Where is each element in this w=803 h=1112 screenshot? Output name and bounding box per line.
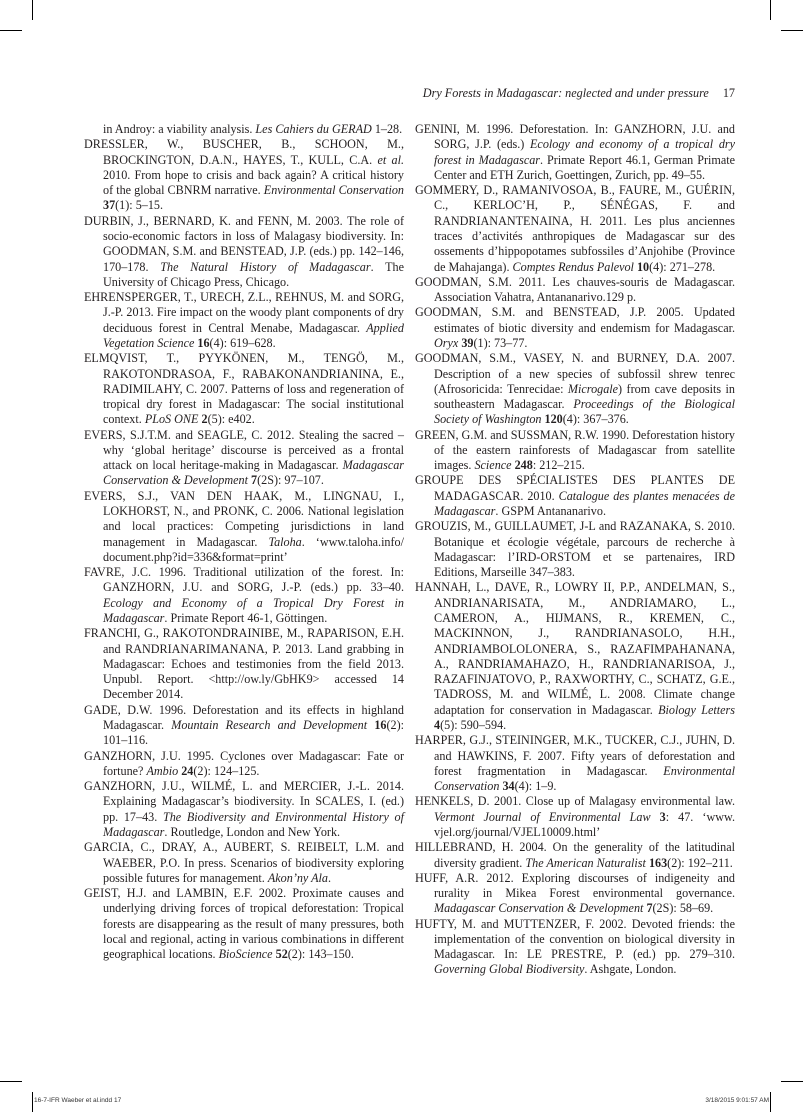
- reference-text: (4): 1–9.: [514, 779, 557, 794]
- running-title: Dry Forests in Madagascar: neglected and under pressure: [422, 86, 709, 100]
- bold-text: 120: [544, 412, 563, 427]
- references-right-column: [415, 122, 735, 978]
- reference-entry: [415, 871, 735, 917]
- crop-mark: [770, 0, 771, 20]
- reference-text: (2): 124–125.: [193, 763, 260, 778]
- reference-text: . GSPM Antananarivo.: [495, 504, 606, 519]
- reference-text: HILLEBRAND, H. 2004. On the generality of the latitudinal diversity gradient.: [415, 840, 735, 870]
- bold-text: 7: [646, 901, 653, 916]
- reference-entry: [415, 733, 735, 794]
- italic-text: Governing Global Biodiversity: [434, 962, 585, 977]
- italic-text: BioScience: [218, 947, 273, 962]
- italic-text: Vermont Journal of Environmental Law: [434, 809, 651, 824]
- reference-text: (5): e402.: [207, 412, 255, 427]
- bold-text: 34: [502, 779, 515, 794]
- bold-text: 24: [181, 763, 194, 778]
- italic-text: Akon’ny Ala: [267, 870, 328, 885]
- reference-text: HENKELS, D. 2001. Close up of Malagasy environmental law.: [415, 794, 735, 809]
- reference-text: HANNAH, L., DAVE, R., LOWRY II, P.P., ANDELMAN, S., ANDRIANARISATA, M., ANDRIAMARO, L., CAMERON, A., HIJMANS, R., KREMEN, C., MACKINNON, J., RANDRIANASOLO, H.H., ANDRIAMBOLOLONERA, S., RAZAFIMPAHANANA, A., RANDRIAMAHAZO, H., RANDRIANARISOA, J., RAZAFINJATOVO, P., RAXWORTHY, C., SCHATZ, G.E., TADROSS, M. and WILMÉ, L. 2008. Climate change adaptation for conservation in Madagascar.: [415, 580, 735, 717]
- reference-entry: [84, 749, 404, 780]
- italic-text: Ecology and economy of a tropical dry forest in Madagascar: [434, 137, 735, 167]
- reference-text: GANZHORN, J.U., WILMÉ, L. and MERCIER, J.-L. 2014. Explaining Madagascar’s biodiversity. In SCALES, I. (ed.) pp. 17–43.: [84, 779, 404, 824]
- bold-text: 39: [461, 335, 474, 350]
- bold-text: 163: [648, 855, 668, 870]
- reference-text: HUFF, A.R. 2012. Exploring discourses of indigeneity and rurality in Mikea Forest environmental governance.: [415, 870, 735, 901]
- reference-entry: [84, 703, 404, 749]
- reference-entry: [415, 351, 735, 427]
- running-header: [415, 86, 735, 101]
- italic-text: The Biodiversity and Environmental History of Madagascar: [103, 809, 404, 839]
- italic-text: Madagascar Conservation & Development: [434, 901, 644, 916]
- reference-text: . Primate Report 46-1, Göttingen.: [164, 611, 328, 625]
- reference-entry: [84, 290, 404, 351]
- reference-entry: [415, 305, 735, 351]
- reference-entry: [415, 580, 735, 733]
- italic-text: The Natural History of Madagascar: [160, 259, 371, 274]
- references-left-column: [84, 122, 404, 962]
- reference-entry: [84, 840, 404, 886]
- reference-text: GROUPE DES SPÉCIALISTES DES PLANTES DE MADAGASCAR. 2010.: [415, 473, 735, 503]
- italic-text: Mountain Research and Development: [171, 717, 368, 732]
- reference-text: : 212–215.: [532, 458, 585, 473]
- reference-text: : 47. ‘www. vjel.org/journal/VJEL10009.html’: [434, 809, 735, 839]
- reference-text: (2): 143–150.: [287, 947, 354, 962]
- reference-text: ELMQVIST, T., PYYKÖNEN, M., TENGÖ, M., RAKOTONDRASOA, F., RABAKONANDRIANINA, E., RADIMILAHY, C. 2007. Patterns of loss and regeneration of tropical dry forest in Madagascar: The social institutional context.: [84, 351, 404, 427]
- reference-entry: [84, 351, 404, 427]
- reference-text: GENINI, M. 1996. Deforestation. In: GANZHORN, J.U. and SORG, J.P. (eds.): [415, 122, 735, 152]
- reference-text: EVERS, S.J.T.M. and SEAGLE, C. 2012. Stealing the sacred – why ‘global heritage’ discourse is perceived as a frontal attack on local heritage-making in Madagascar.: [84, 427, 404, 473]
- reference-text: (2S): 58–69.: [652, 901, 714, 916]
- reference-entry: [415, 428, 735, 474]
- italic-text: Ambio: [146, 763, 179, 778]
- italic-text: Biology Letters: [658, 702, 735, 717]
- reference-text: GOODMAN, S.M. 2011. Les chauves-souris de Madagascar. Association Vahatra, Antananarivo.129 p.: [415, 274, 735, 305]
- reference-text: (1): 5–15.: [115, 198, 164, 213]
- reference-text: DURBIN, J., BERNARD, K. and FENN, M. 2003. The role of socio-economic factors in loss of Malagasy biodiversity. In: GOODMAN, S.M. and BENSTEAD, J.P. (eds.) pp. 142–146, 170–178.: [84, 213, 404, 274]
- reference-entry: [84, 214, 404, 290]
- reference-text: GREEN, G.M. and SUSSMAN, R.W. 1990. Deforestation history of the eastern rainforests of Madagascar from satellite images.: [415, 427, 735, 473]
- crop-mark: [32, 0, 33, 20]
- reference-entry: [84, 779, 404, 840]
- bold-text: 2: [201, 412, 208, 427]
- footer-timestamp: 3/18/2015 9:01:57 AM: [705, 1097, 769, 1104]
- reference-entry: [84, 565, 404, 626]
- italic-text: Environmental Conservation: [434, 763, 735, 794]
- reference-text: HARPER, G.J., STEININGER, M.K., TUCKER, C.J., JUHN, D. and HAWKINS, F. 2007. Fifty years of deforestation and forest fragmentation in Madagascar.: [415, 733, 735, 778]
- reference-text: . ‘www.taloha.info/ document.php?id=336&format=print’: [103, 534, 404, 564]
- bold-text: 37: [103, 198, 116, 213]
- reference-entry: [415, 794, 735, 840]
- reference-entry: [84, 886, 404, 962]
- bold-text: 16: [197, 335, 210, 350]
- reference-entry: [415, 473, 735, 519]
- italic-text: Comptes Rendus Palevol: [512, 259, 634, 274]
- reference-entry: [415, 183, 735, 275]
- reference-text: (4): 271–278.: [649, 259, 716, 274]
- reference-text: 2010. From hope to crisis and back again? A critical history of the global CBNRM narrative.: [103, 167, 404, 198]
- reference-entry: [84, 489, 404, 565]
- reference-text: . The University of Chicago Press, Chicago.: [103, 259, 405, 289]
- reference-text: DRESSLER, W., BUSCHER, B., SCHOON, M., BROCKINGTON, D.A.N., HAYES, T., KULL, C.A.: [84, 137, 404, 167]
- italic-text: Science: [474, 458, 512, 473]
- crop-mark: [770, 1092, 771, 1112]
- reference-text: 1–28.: [371, 122, 403, 136]
- reference-entry: [415, 917, 735, 978]
- reference-text: HUFTY, M. and MUTTENZER, F. 2002. Devoted friends: the implementation of the convention on biological diversity in Madagascar. In: LE PRESTRE, P. (ed.) pp. 279–310.: [415, 916, 735, 962]
- bold-text: 10: [636, 259, 650, 274]
- reference-entry: [84, 122, 404, 137]
- italic-text: Taloha: [268, 534, 302, 549]
- reference-text: GANZHORN, J.U. 1995. Cyclones over Madagascar: Fate or fortune?: [84, 748, 404, 778]
- reference-text: (2): 101–116.: [103, 717, 404, 748]
- reference-text: (5): 590–594.: [440, 717, 507, 732]
- reference-text: [651, 810, 660, 824]
- italic-text: Microgale: [567, 381, 619, 396]
- reference-text: . Routledge, London and New York.: [164, 824, 341, 839]
- bold-text: 52: [275, 947, 288, 962]
- reference-text: EHRENSPERGER, T., URECH, Z.L., REHNUS, M. and SORG, J.-P. 2013. Fire impact on the woody plant components of dry deciduous forest in Central Menabe, Madagascar.: [84, 290, 404, 335]
- italic-text: et al.: [377, 152, 405, 167]
- reference-text: GADE, D.W. 1996. Deforestation and its effects in highland Madagascar.: [84, 702, 404, 732]
- reference-text: ) from cave deposits in southeastern Madagascar.: [434, 381, 736, 412]
- reference-text: (4): 619–628.: [209, 335, 276, 350]
- italic-text: The American Naturalist: [525, 855, 646, 870]
- reference-text: (4): 367–376.: [562, 412, 629, 427]
- italic-text: Proceedings of the Biological Society of Washington: [434, 397, 735, 427]
- reference-text: FAVRE, J.C. 1996. Traditional utilization of the forest. In: GANZHORN, J.U. and SORG, J.-P. (eds.) pp. 33–40.: [84, 565, 404, 595]
- page-number: 17: [722, 86, 735, 100]
- reference-text: . Primate Report 46.1, German Primate Center and ETH Zurich, Goettingen, Zurich, pp. 49–55.: [434, 152, 735, 182]
- reference-text: GOMMERY, D., RAMANIVOSOA, B., FAURE, M., GUÉRIN, C., KERLOC’H, P., SÉNÉGAS, F. and RANDRIANANTENAINA, H. 2011. Les plus anciennes traces d’activités anthropiques de Madagascar sur des ossements d’hippopotames subfossiles d’Anjohibe (Province de Mahajanga).: [415, 183, 735, 274]
- bold-text: 248: [514, 458, 533, 473]
- reference-text: (1): 73–77.: [473, 335, 528, 350]
- reference-text: .: [328, 870, 332, 885]
- italic-text: Catalogue des plantes menacées de Madagascar: [434, 488, 735, 519]
- reference-entry: [415, 519, 735, 580]
- italic-text: Oryx: [434, 335, 459, 350]
- reference-text: GOODMAN, S.M., VASEY, N. and BURNEY, D.A. 2007. Description of a new species of subfossil shrew tenrec (Afrosoricida: Tenrecidae:: [415, 351, 735, 396]
- reference-entry: [84, 428, 404, 489]
- reference-entry: [415, 840, 735, 871]
- reference-text: GEIST, H.J. and LAMBIN, E.F. 2002. Proximate causes and underlying driving forces of tropical deforestation: Tropical forests are disappearing as the result of many pressures, both local and regional, acting in various combinations in different geographical locations.: [84, 886, 404, 962]
- bold-text: 4: [434, 717, 441, 732]
- italic-text: PLoS ONE: [144, 412, 199, 427]
- reference-text: (2S): 97–107.: [257, 473, 324, 488]
- italic-text: Ecology and Economy of a Tropical Dry Forest in Madagascar: [103, 595, 404, 625]
- reference-entry: [84, 137, 404, 213]
- reference-text: GARCIA, C., DRAY, A., AUBERT, S. REIBELT, L.M. and WAEBER, P.O. In press. Scenarios of biodiversity exploring possible futures for management.: [84, 840, 404, 885]
- crop-mark: [781, 1081, 803, 1082]
- reference-entry: [84, 626, 404, 702]
- crop-mark: [32, 1092, 33, 1112]
- reference-entry: [415, 275, 735, 306]
- italic-text: Environmental Conservation: [263, 183, 404, 198]
- bold-text: 16: [374, 717, 387, 732]
- italic-text: Applied Vegetation Science: [103, 320, 404, 350]
- reference-text: EVERS, S.J., VAN DEN HAAK, M., LINGNAU, I., LOKHORST, N., and PRONK, C. 2006. National legislation and local practices: Competing jurisdictions in land management in Madagascar.: [84, 488, 404, 549]
- crop-mark: [781, 30, 803, 31]
- crop-mark: [0, 1081, 22, 1082]
- footer-filename: 16-7-IFR Waeber et al.indd 17: [34, 1097, 122, 1104]
- reference-text: FRANCHI, G., RAKOTONDRAINIBE, M., RAPARISON, E.H. and RANDRIANARIMANANA, P. 2013. Land grabbing in Madagascar: Echoes and testimonies from the field 2013. Unpubl. Report. <http://ow.ly/GbHK9> accessed 14 December 2014.: [84, 626, 404, 702]
- reference-text: GROUZIS, M., GUILLAUMET, J-L and RAZANAKA, S. 2010. Botanique et écologie végétale, parcours de recherche à Madagascar: l’IRD-ORSTOM et se partenaires, IRD Editions, Marseille 347–383.: [415, 519, 735, 580]
- italic-text: Madagascar Conservation & Development: [103, 458, 404, 488]
- reference-entry: [415, 122, 735, 183]
- reference-text: (2): 192–211.: [667, 855, 733, 870]
- italic-text: Les Cahiers du GERAD: [255, 122, 372, 136]
- bold-text: 3: [659, 809, 666, 824]
- crop-mark: [0, 30, 22, 31]
- reference-text: GOODMAN, S.M. and BENSTEAD, J.P. 2005. Updated estimates of biotic diversity and endemism for Madagascar.: [415, 305, 735, 335]
- reference-text: in Androy: a viability analysis.: [103, 122, 256, 136]
- bold-text: 7: [251, 473, 258, 488]
- reference-text: . Ashgate, London.: [584, 962, 677, 977]
